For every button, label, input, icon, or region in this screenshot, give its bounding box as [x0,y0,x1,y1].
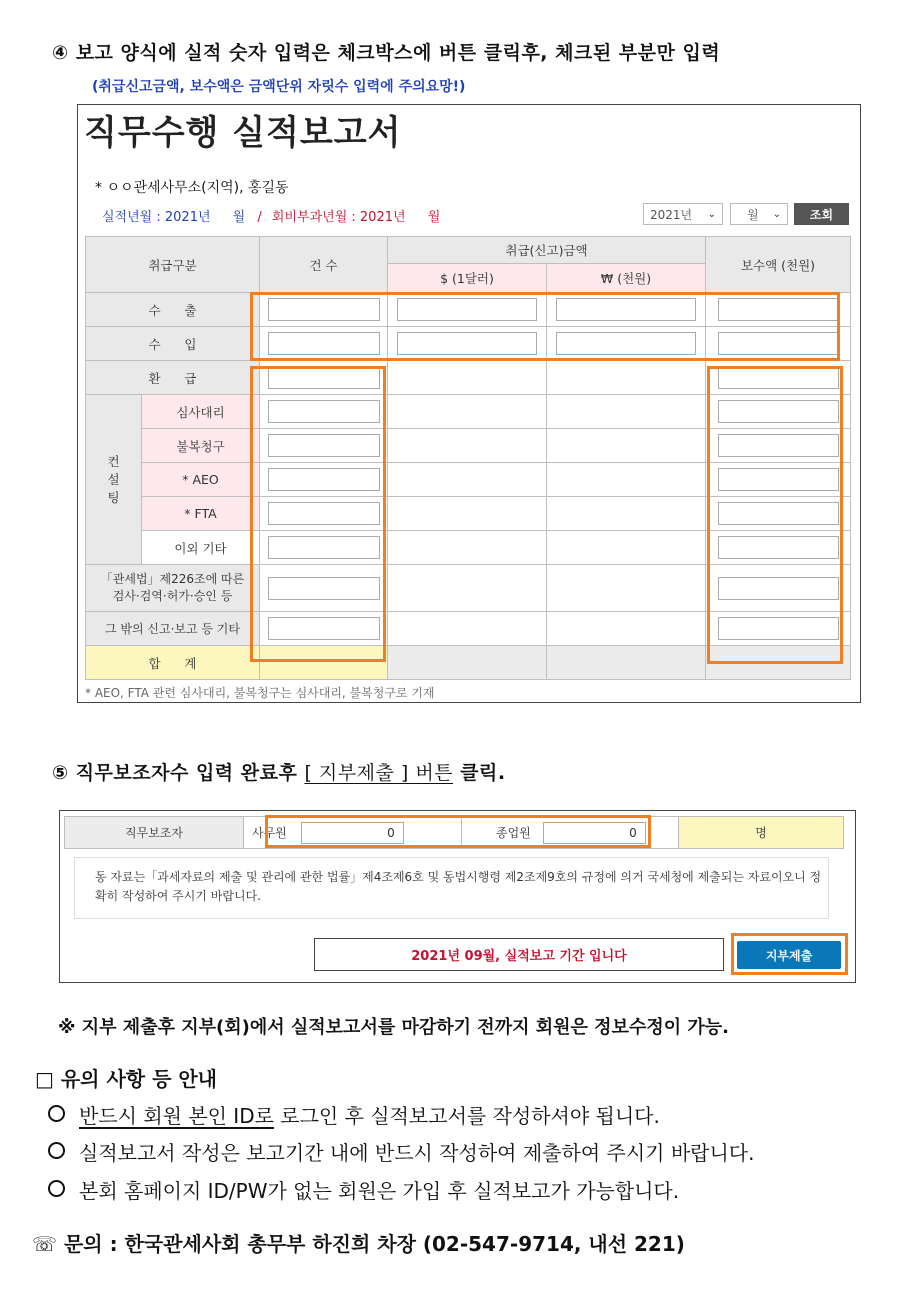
step5-title [52,758,506,785]
header-amount: 취급(신고)금액 [388,237,706,264]
fee-label: 회비부과년월 : 2021년 [271,210,406,225]
footnote: * AEO, FTA 관련 심사대리, 불복청구는 심사대리, 불복청구로 기재 [85,686,435,700]
employee-input[interactable]: 0 [543,822,646,844]
total-usd-cell [388,646,547,680]
empty-cell [547,463,706,497]
row-review-label: 심사대리 [142,395,260,429]
notice-item-3 [48,1175,679,1204]
header-fee: 보수액 (천원) [706,237,851,293]
empty-cell [547,361,706,395]
notice-item-2-text: 실적보고서 작성은 보고기간 내에 반드시 작성하여 제출하여 주시기 바랍니다. [79,1141,755,1165]
query-button[interactable]: 조회 [794,203,849,225]
header-category: 취급구분 [86,237,260,293]
row-appeal-label: 불복청구 [142,429,260,463]
row-aeo-label: * AEO [142,463,260,497]
empty-cell [388,429,547,463]
clerk-label: 사무원 [252,826,287,840]
highlight-count-column [250,366,386,662]
highlight-submit-button [731,933,848,975]
period-line [102,206,440,225]
step5-title-suffix: 클릭. [453,762,506,784]
year-select[interactable] [643,203,723,225]
fee-month: 월 [427,210,441,225]
empty-cell [388,612,547,646]
total-krw-cell [547,646,706,680]
unit-label: 명 [679,817,843,848]
row-refund-label: 환 급 [86,361,260,395]
clerk-input[interactable]: 0 [301,822,404,844]
empty-cell [388,565,547,612]
notice-heading: □ 유의 사항 등 안내 [35,1067,217,1091]
month-select-value: 월 [747,207,759,222]
submit-button[interactable]: 지부제출 [737,941,841,969]
highlight-export-import [250,292,840,361]
empty-cell [547,612,706,646]
circle-bullet-icon [48,1105,65,1122]
highlight-assistant-inputs [265,815,651,848]
month-select[interactable] [730,203,788,225]
period-label: 실적년월 : 2021년 [102,210,211,225]
step4-title: ④ 보고 양식에 실적 숫자 입력은 체크박스에 버튼 클릭후, 체크된 부분만 입력 [52,42,721,64]
notice-item-3-text: 본회 홈페이지 ID/PW가 없는 회원은 가입 후 실적보고가 가능합니다. [79,1179,680,1203]
empty-cell [547,497,706,531]
contact-line: ☏ 문의 : 한국관세사회 총무부 하진희 차장 (02-547-9714, 내선 221) [32,1232,685,1256]
circle-bullet-icon [48,1142,65,1159]
employee-label: 종업원 [496,826,531,840]
report-title: 직무수행 실적보고서 [84,113,402,153]
empty-cell [388,463,547,497]
row-total-label: 합 계 [86,646,260,680]
header-count: 건 수 [260,237,388,293]
empty-cell [547,531,706,565]
step4-note: (취급신고금액, 보수액은 금액단위 자릿수 입력에 주의요망!) [92,79,466,95]
period-month: 월 [232,210,246,225]
highlight-fee-column [707,366,843,664]
empty-cell [388,361,547,395]
notice-item-1-rest: 로그인 후 실적보고서를 작성하셔야 됩니다. [273,1104,660,1128]
chevron-down-icon: ⌄ [707,208,716,220]
step5-title-button: [ 지부제출 ] 버튼 [304,762,454,784]
row-fta-label: * FTA [142,497,260,531]
legal-notice: 동 자료는「과세자료의 제출 및 관리에 관한 법률」제4조제6호 및 동법시행령 제2조제9호의 규정에 의거 국세청에 제출되는 자료이오니 정확히 작성하여 주시기 바랍니다. [74,857,829,919]
empty-cell [547,395,706,429]
chevron-down-icon: ⌄ [772,208,781,220]
empty-cell [388,395,547,429]
status-bar: 2021년 09월, 실적보고 기간 입니다 [314,938,724,971]
circle-bullet-icon [48,1180,65,1197]
row-import-label: 수 입 [86,327,260,361]
empty-cell [388,531,547,565]
step5-title-prefix: ⑤ 직무보조자수 입력 완료후 [52,762,305,784]
row-consulting-label: 컨 설 팅 [86,395,142,565]
empty-cell [388,497,547,531]
assistant-label: 직무보조자 [65,817,244,848]
period-slash: / [257,210,262,225]
notice-item-1 [48,1100,660,1129]
year-select-value: 2021년 [650,207,693,222]
remark: ※ 지부 제출후 지부(회)에서 실적보고서를 마감하기 전까지 회원은 정보수정이 가능. [58,1017,729,1038]
notice-item-1-underlined: 반드시 회원 본인 ID로 [79,1104,274,1128]
row-law-label: 「관세법」제226조에 따른 검사·검역·허가·승인 등 [86,565,260,612]
empty-cell [547,565,706,612]
header-krw: ₩ (천원) [547,264,706,293]
row-export-label: 수 출 [86,293,260,327]
row-etc-label: 그 밖의 신고·보고 등 기타 [86,612,260,646]
row-other-label: 이외 기타 [142,531,260,565]
empty-cell [547,429,706,463]
notice-item-2 [48,1137,754,1166]
office-label: * ㅇㅇ관세사무소(지역), 홍길동 [95,180,289,196]
header-usd: $ (1달러) [388,264,547,293]
